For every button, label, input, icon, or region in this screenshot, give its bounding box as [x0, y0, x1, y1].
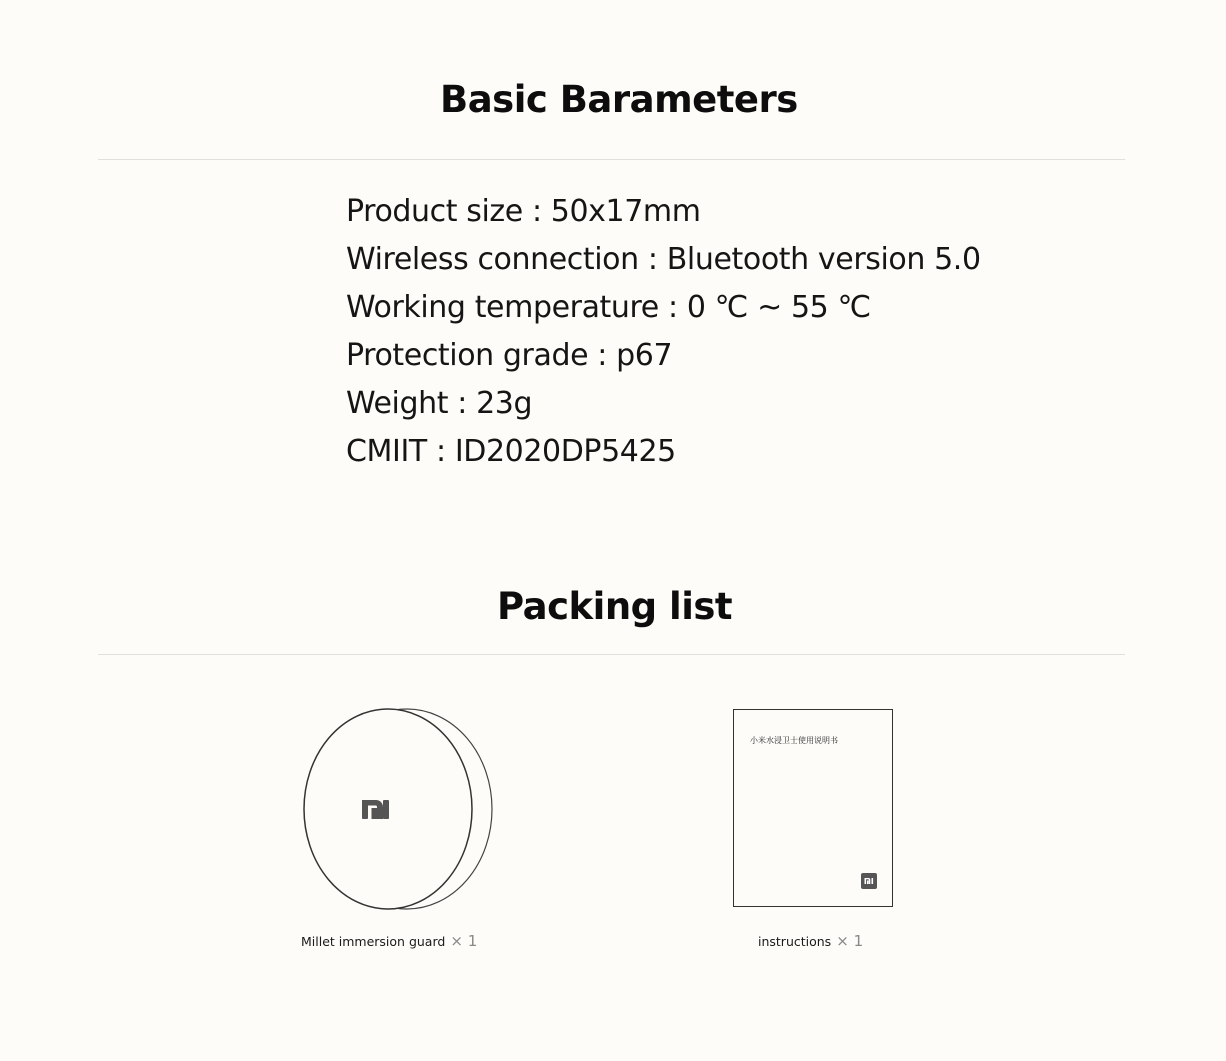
mi-logo-icon: [861, 873, 877, 889]
param-wireless-connection: Wireless connection : Bluetooth version 5.0: [346, 242, 981, 277]
packing-item-label: Millet immersion guard: [301, 934, 446, 949]
param-working-temperature: Working temperature : 0 ℃ ~ 55 ℃: [346, 290, 871, 325]
mi-sensor-disc-image: [300, 705, 500, 919]
param-protection-grade: Protection grade : p67: [346, 338, 673, 373]
booklet-title: 小米水浸卫士使用说明书: [750, 736, 838, 745]
packing-item-quantity: 1: [853, 932, 864, 950]
packing-item-caption: [758, 932, 863, 950]
packing-item-label: instructions: [758, 934, 832, 949]
mi-logo-icon: [362, 800, 389, 819]
param-weight: Weight : 23g: [346, 386, 533, 421]
packing-item-caption: [301, 932, 477, 950]
quantity-symbol: ×: [836, 932, 849, 950]
packing-list-title: Packing list: [497, 585, 733, 628]
manual-booklet-image: [733, 709, 893, 907]
parameters-list: [346, 188, 981, 476]
param-product-size: Product size : 50x17mm: [346, 194, 701, 229]
basic-parameters-title: Basic Barameters: [440, 78, 798, 121]
param-cmiit: CMIIT : ID2020DP5425: [346, 434, 676, 469]
quantity-symbol: ×: [450, 932, 463, 950]
section-divider: [98, 654, 1125, 655]
section-divider: [98, 159, 1125, 160]
packing-item-quantity: 1: [467, 932, 478, 950]
